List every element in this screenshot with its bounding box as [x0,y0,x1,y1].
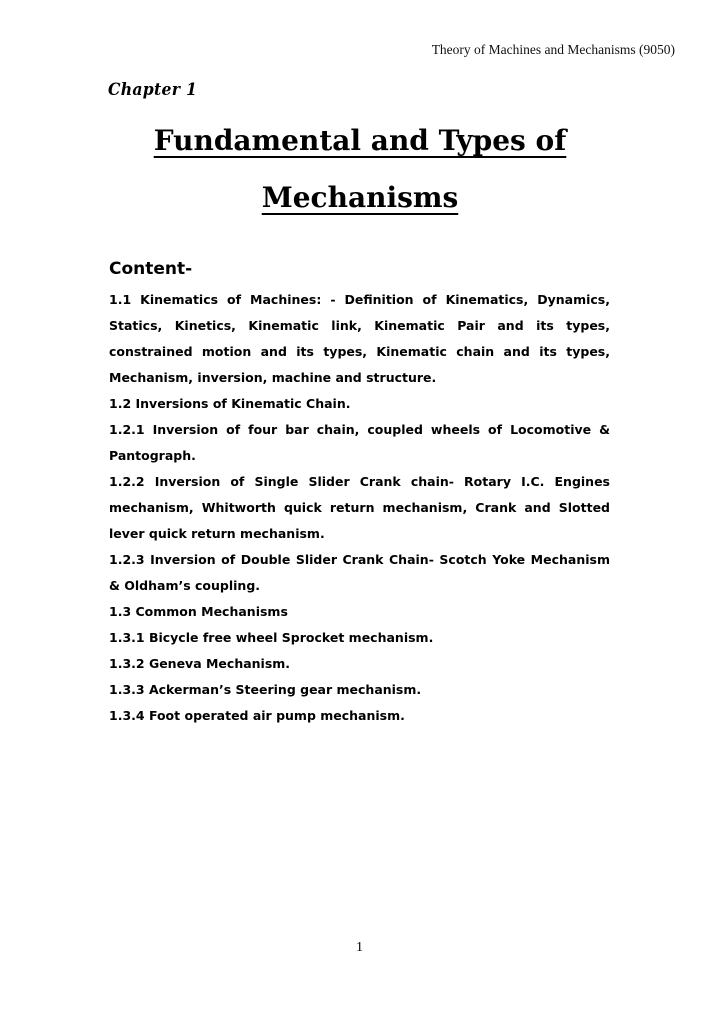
content-item-1-2: 1.2 Inversions of Kinematic Chain. [109,396,351,411]
chapter-title-line-1: Fundamental and Types of [153,124,567,157]
content-item-1-3-2: 1.3.2 Geneva Mechanism. [109,656,291,671]
content-item-1-2-3: 1.2.3 Inversion of Double Slider Crank Chain- Scotch Yoke Mechanism & Oldham’s coupling. [109,552,610,593]
content-item-1-3-1: 1.3.1 Bicycle free wheel Sprocket mechanism. [109,630,434,645]
content-item-1-3-3: 1.3.3 Ackerman’s Steering gear mechanism. [109,682,422,697]
running-header: Theory of Machines and Mechanisms (9050) [431,42,675,57]
content-heading: Content- [109,259,193,279]
chapter-label: Chapter 1 [108,80,198,100]
chapter-title [110,112,610,226]
content-item-1-2-2: 1.2.2 Inversion of Single Slider Crank chain- Rotary I.C. Engines mechanism, Whitworth quick return mechanism, Crank and Slotted lever quick return mechanism. [109,474,610,541]
content-section [109,254,610,729]
chapter-title-line-2: Mechanisms [261,181,459,214]
content-item-1-3-4: 1.3.4 Foot operated air pump mechanism. [109,708,405,723]
content-item-1-3: 1.3 Common Mechanisms [109,604,288,619]
page-number: 1 [356,940,363,955]
content-item-1-1: 1.1 Kinematics of Machines: - Definition of Kinematics, Dynamics, Statics, Kinetics, Kinematic link, Kinematic Pair and its types, constrained motion and its types, Kinematic chain and its types, Mechanism, inversion, machine and structure. [109,292,610,385]
content-item-1-2-1: 1.2.1 Inversion of four bar chain, coupled wheels of Locomotive & Pantograph. [109,422,610,463]
